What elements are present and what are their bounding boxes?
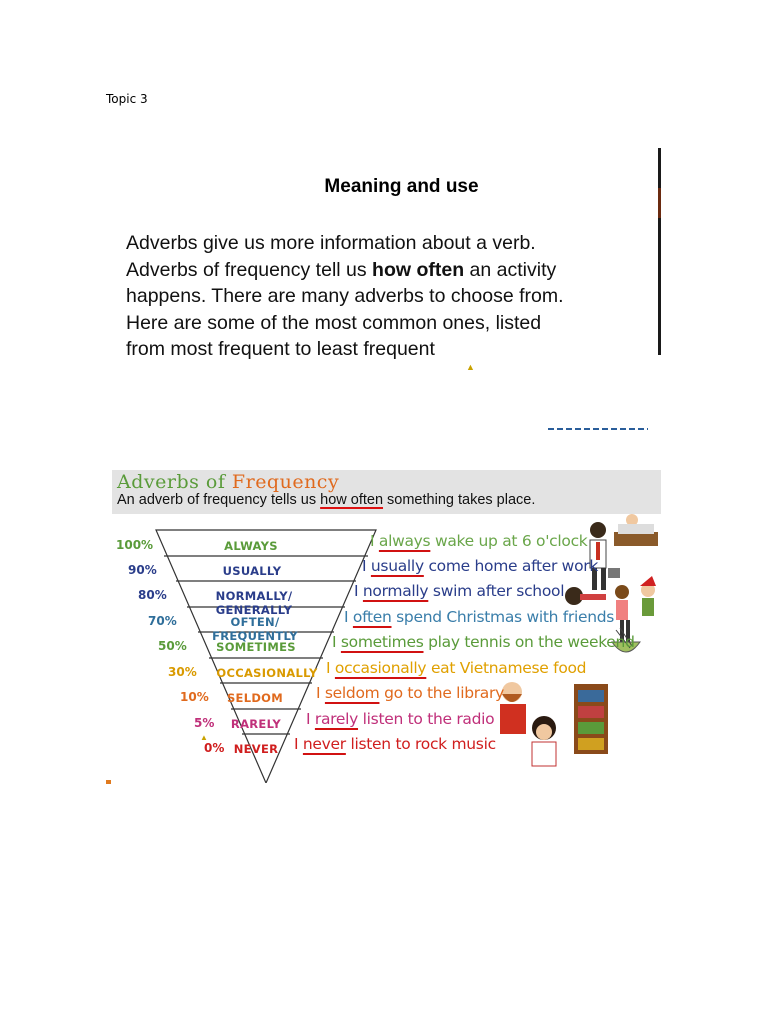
example-sentence [316,684,504,702]
frequency-adverb: ALWAYS [224,539,278,553]
frequency-percent: 70% [148,614,177,628]
christmas-friends-icon [615,576,656,620]
line-text: happens. There are many adverbs to choose from. [126,285,564,307]
line-text: from most frequent to least frequent [126,338,435,360]
sentence-adverb: often [352,608,392,626]
example-sentence [306,710,494,728]
line-text: Here are some of the most common ones, listed [126,311,542,334]
sentence-adverb: seldom [324,684,380,702]
example-sentence [332,633,635,651]
mouse-cursor-icon: ▲ [466,362,475,372]
sentence-end: swim after school [428,582,565,600]
sentence-end: wake up at 6 o'clock [430,532,588,550]
sentence-start: I [332,633,341,651]
frequency-adverb: RARELY [230,717,282,731]
sentence-start: I [326,659,335,677]
frequency-adverb: OFTEN/ FREQUENTLY [212,615,298,643]
frequency-adverb: NORMALLY/ GENERALLY [215,589,293,617]
sentence-end: eat Vietnamese food [426,659,587,677]
subtitle-pre: An adverb of frequency tells us [117,492,321,508]
frequency-percent: 5% [194,716,215,730]
frequency-percent: 50% [158,639,187,653]
example-sentence [370,532,587,550]
frequency-adverb: NEVER [233,742,279,756]
bed-icon [614,514,658,546]
line-bold-text: how often [372,258,465,281]
page-mark [106,780,111,784]
slide-body-line [126,283,636,310]
example-sentence [354,582,564,600]
frequency-adverb: OCCASIONALLY [216,666,318,680]
sentence-end: listen to rock music [345,735,496,753]
sentence-adverb: always [378,532,431,550]
sentence-end: play tennis on the weekend [423,633,635,651]
sentence-end: listen to the radio [358,710,495,728]
sentence-adverb: usually [370,557,424,575]
frequency-percent: 10% [180,690,209,704]
sentence-start: I [370,532,379,550]
frequency-percent: 80% [138,588,167,602]
frequency-adverb: SELDOM [226,691,284,705]
slide-body-line [126,336,636,363]
meaning-and-use-slide [112,148,661,430]
slide-bottom-marks [548,428,648,430]
topic-label: Topic 3 [106,92,148,106]
line-text: Adverbs give us more information about a verb. [126,232,536,254]
subtitle-post: something takes place. [383,492,536,508]
swimming-child-icon [565,587,606,605]
frequency-percent: 100% [116,538,154,552]
example-sentence [326,659,586,677]
frequency-percent: 30% [168,665,197,679]
sentence-start: I [344,608,353,626]
frequency-percent: 90% [128,563,157,577]
frequency-percent: 0% [204,741,225,755]
girl-with-headphones-icon [532,716,556,766]
subtitle-underlined: how often [320,492,384,508]
sentence-end: go to the library [379,684,504,702]
sentence-start: I [362,557,371,575]
slide-body [126,230,636,363]
slide-title: Meaning and use [324,176,479,197]
sentence-end: come home after work [423,557,598,575]
frequency-adverb: SOMETIMES [216,640,296,654]
line-text: Adverbs of frequency tell us [126,258,373,281]
line-text: an activity [464,258,557,281]
adverbs-of-frequency-slide [112,470,661,783]
sentence-adverb: normally [362,582,429,600]
bookshelf-icon [574,684,608,754]
title-part-frequency: Frequency [231,471,340,493]
sentence-end: spend Christmas with friends [391,608,615,626]
example-sentence [344,608,614,626]
sentence-start: I [306,710,315,728]
slide-body-line [126,257,636,284]
sentence-start: I [316,684,325,702]
slide-body-line [126,310,636,337]
sentence-adverb: never [302,735,346,753]
sentence-start: I [354,582,363,600]
sentence-adverb: sometimes [340,633,424,651]
title-part-adverbs: Adverbs of [117,471,232,493]
sentence-adverb: occasionally [334,659,427,677]
sentence-start: I [294,735,303,753]
slide-body-line [126,230,636,257]
sentence-adverb: rarely [314,710,359,728]
mouse-cursor-icon: ▲ [200,733,208,742]
example-sentence [294,735,496,753]
frequency-adverb: USUALLY [222,564,282,578]
example-sentence [362,557,598,575]
